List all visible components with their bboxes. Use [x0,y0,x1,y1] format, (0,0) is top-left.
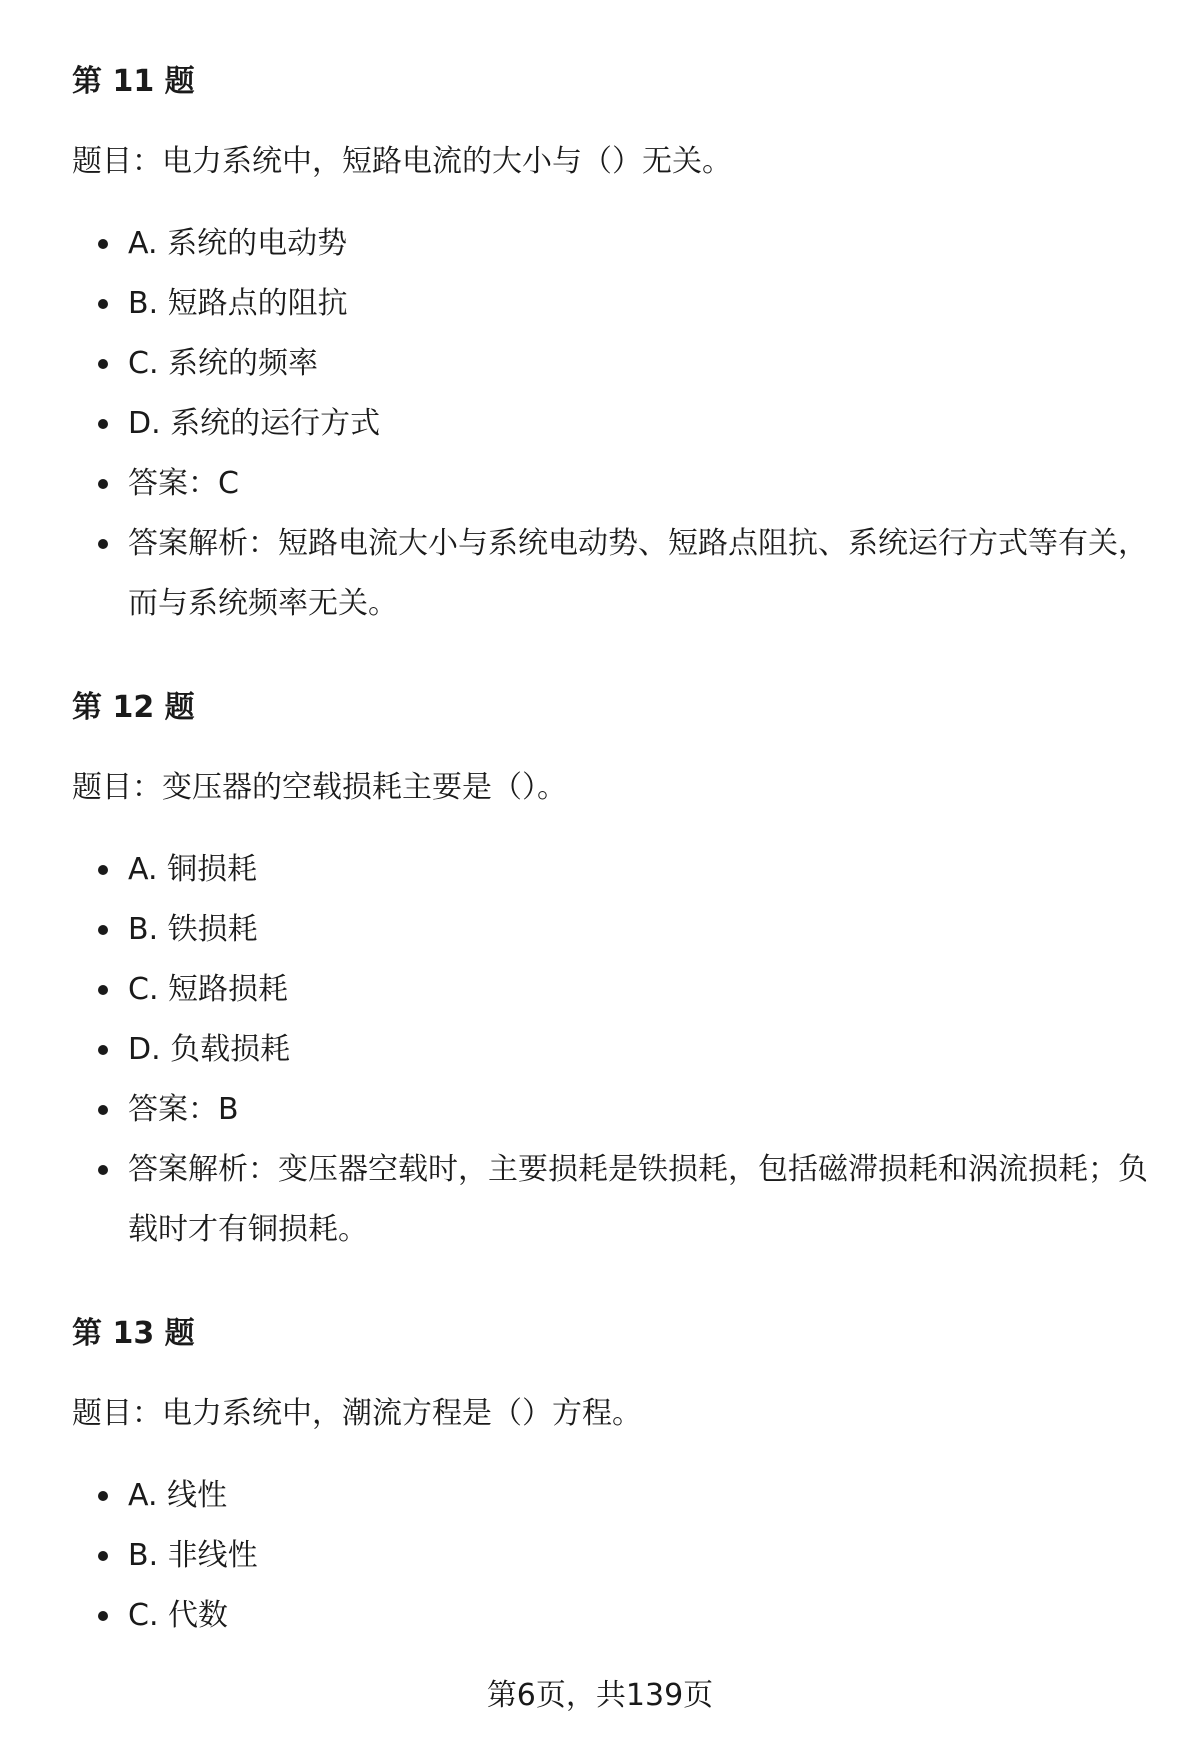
option-c: C. 短路损耗 [72,960,1152,1020]
bullet-icon [98,1105,108,1115]
answer-explanation: 答案解析：变压器空载时，主要损耗是铁损耗，包括磁滞损耗和涡流损耗；负载时才有铜损耗。 [72,1140,1152,1260]
bullet-icon [98,925,108,935]
question-heading: 第 13 题 [72,1316,195,1351]
option-d: D. 负载损耗 [72,1020,1152,1080]
bullet-icon [98,1611,108,1621]
bullet-icon [98,479,108,489]
option-a: A. 铜损耗 [72,840,1152,900]
option-b: B. 铁损耗 [72,900,1152,960]
question-stem: 题目：电力系统中，潮流方程是（）方程。 [72,1396,642,1431]
bullet-icon [98,985,108,995]
bullet-icon [98,239,108,249]
option-list [72,214,1152,634]
bullet-icon [98,419,108,429]
bullet-icon [98,359,108,369]
bullet-icon [98,865,108,875]
option-c: C. 代数 [72,1586,1152,1646]
page-number: 第6页，共139页 [486,1678,714,1713]
question-11 [72,62,1152,634]
question-heading: 第 12 题 [72,690,195,725]
question-stem: 题目：电力系统中，短路电流的大小与（）无关。 [72,144,732,179]
bullet-icon [98,1045,108,1055]
question-13 [72,1314,1152,1646]
option-b: B. 非线性 [72,1526,1152,1586]
bullet-icon [98,1551,108,1561]
option-list [72,840,1152,1260]
bullet-icon [98,299,108,309]
option-d: D. 系统的运行方式 [72,394,1152,454]
answer: 答案：C [72,454,1152,514]
option-b: B. 短路点的阻抗 [72,274,1152,334]
answer-explanation: 答案解析：短路电流大小与系统电动势、短路点阻抗、系统运行方式等有关，而与系统频率无关。 [72,514,1152,634]
question-stem: 题目：变压器的空载损耗主要是（）。 [72,770,567,805]
option-a: A. 系统的电动势 [72,214,1152,274]
bullet-icon [98,1165,108,1175]
question-heading: 第 11 题 [72,64,195,99]
bullet-icon [98,539,108,549]
question-12 [72,688,1152,1260]
option-c: C. 系统的频率 [72,334,1152,394]
option-list [72,1466,1152,1646]
bullet-icon [98,1491,108,1501]
answer: 答案：B [72,1080,1152,1140]
option-a: A. 线性 [72,1466,1152,1526]
